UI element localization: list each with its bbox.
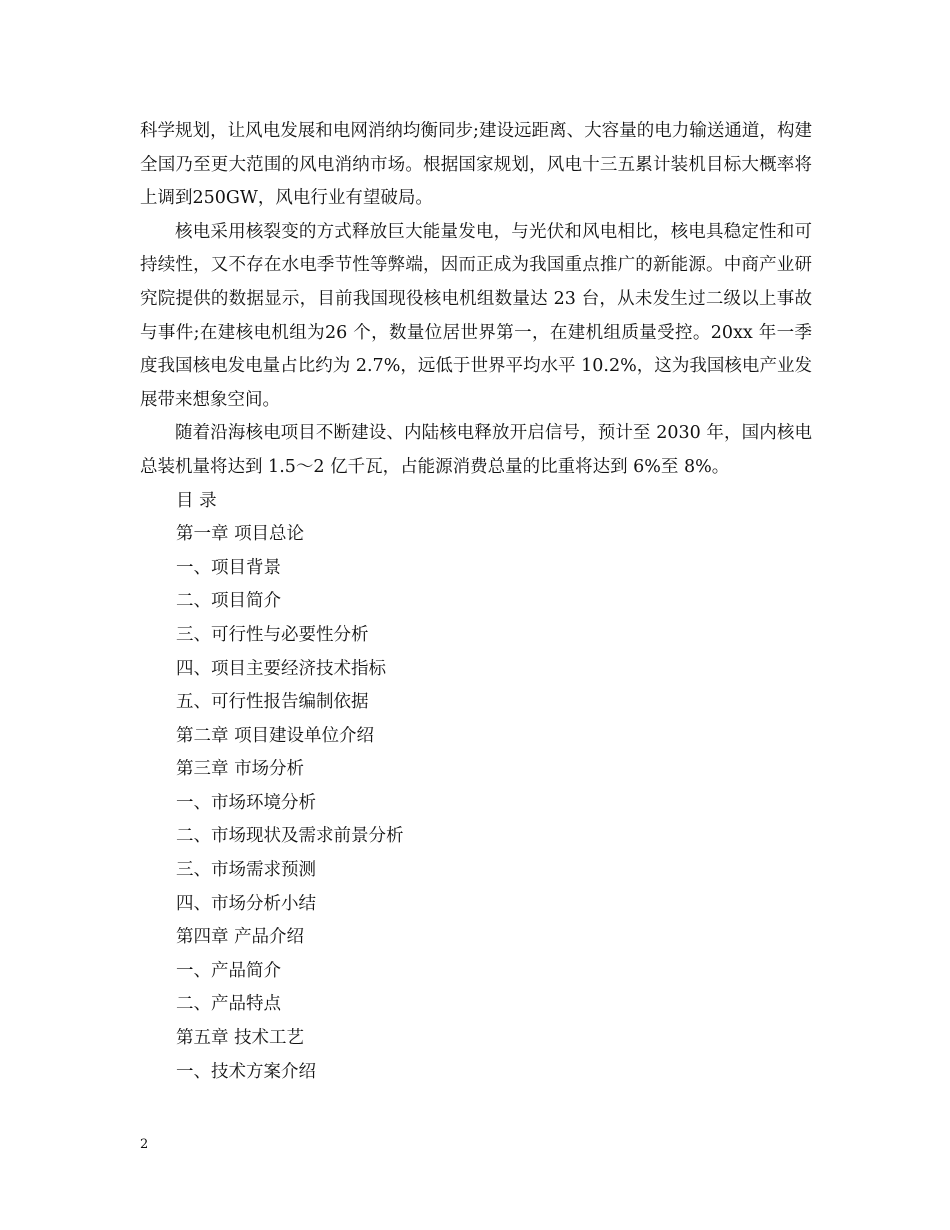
toc-item: 三、可行性与必要性分析 bbox=[176, 624, 369, 645]
toc-item: 一、技术方案介绍 bbox=[176, 1061, 316, 1082]
body-text bbox=[140, 115, 812, 1089]
paragraph-wind-power: 科学规划，让风电发展和电网消纳均衡同步;建设远距离、大容量的电力输送通道，构建全国乃至更大范围的风电消纳市场。根据国家规划，风电十三五累计装机目标大概率将上调到250GW，风电行业有望破局。 bbox=[140, 121, 812, 209]
toc-item: 第一章 项目总论 bbox=[176, 524, 305, 545]
page-number: 2 bbox=[140, 1137, 149, 1152]
toc-item: 第二章 项目建设单位介绍 bbox=[176, 725, 375, 746]
toc-title: 目 录 bbox=[176, 490, 217, 511]
paragraph-nuclear-outlook: 随着沿海核电项目不断建设、内陆核电释放开启信号，预计至 2030 年，国内核电总装机量将达到 1.5～2 亿千瓦，占能源消费总量的比重将达到 6%至 8%。 bbox=[140, 423, 812, 477]
toc-item: 一、市场环境分析 bbox=[176, 792, 316, 813]
toc-item: 一、产品简介 bbox=[176, 960, 281, 981]
toc-item: 第三章 市场分析 bbox=[176, 759, 305, 780]
toc-item: 四、项目主要经济技术指标 bbox=[176, 658, 386, 679]
toc-item: 第四章 产品介绍 bbox=[176, 927, 305, 948]
toc-item: 四、市场分析小结 bbox=[176, 893, 316, 914]
toc-item: 二、产品特点 bbox=[176, 994, 281, 1015]
toc-item: 二、项目简介 bbox=[176, 591, 281, 612]
table-of-contents bbox=[140, 485, 812, 1090]
toc-item: 一、项目背景 bbox=[176, 557, 281, 578]
toc-item: 五、可行性报告编制依据 bbox=[176, 692, 369, 713]
paragraph-nuclear-power: 核电采用核裂变的方式释放巨大能量发电，与光伏和风电相比，核电具稳定性和可持续性，又不存在水电季节性等弊端，因而正成为我国重点推广的新能源。中商产业研究院提供的数据显示，目前我国现役核电机组数量达 23 台，从未发生过二级以上事故与事件;在建核电机组为26 个，数量位居世界第一，在建机组质量受控。20xx 年一季度我国核电发电量占比约为 2.7%，远低于世界平均水平 10.2%，这为我国核电产业发展带来想象空间。 bbox=[140, 221, 812, 410]
toc-item: 二、市场现状及需求前景分析 bbox=[176, 826, 404, 847]
toc-item: 三、市场需求预测 bbox=[176, 860, 316, 881]
toc-item: 第五章 技术工艺 bbox=[176, 1028, 305, 1049]
